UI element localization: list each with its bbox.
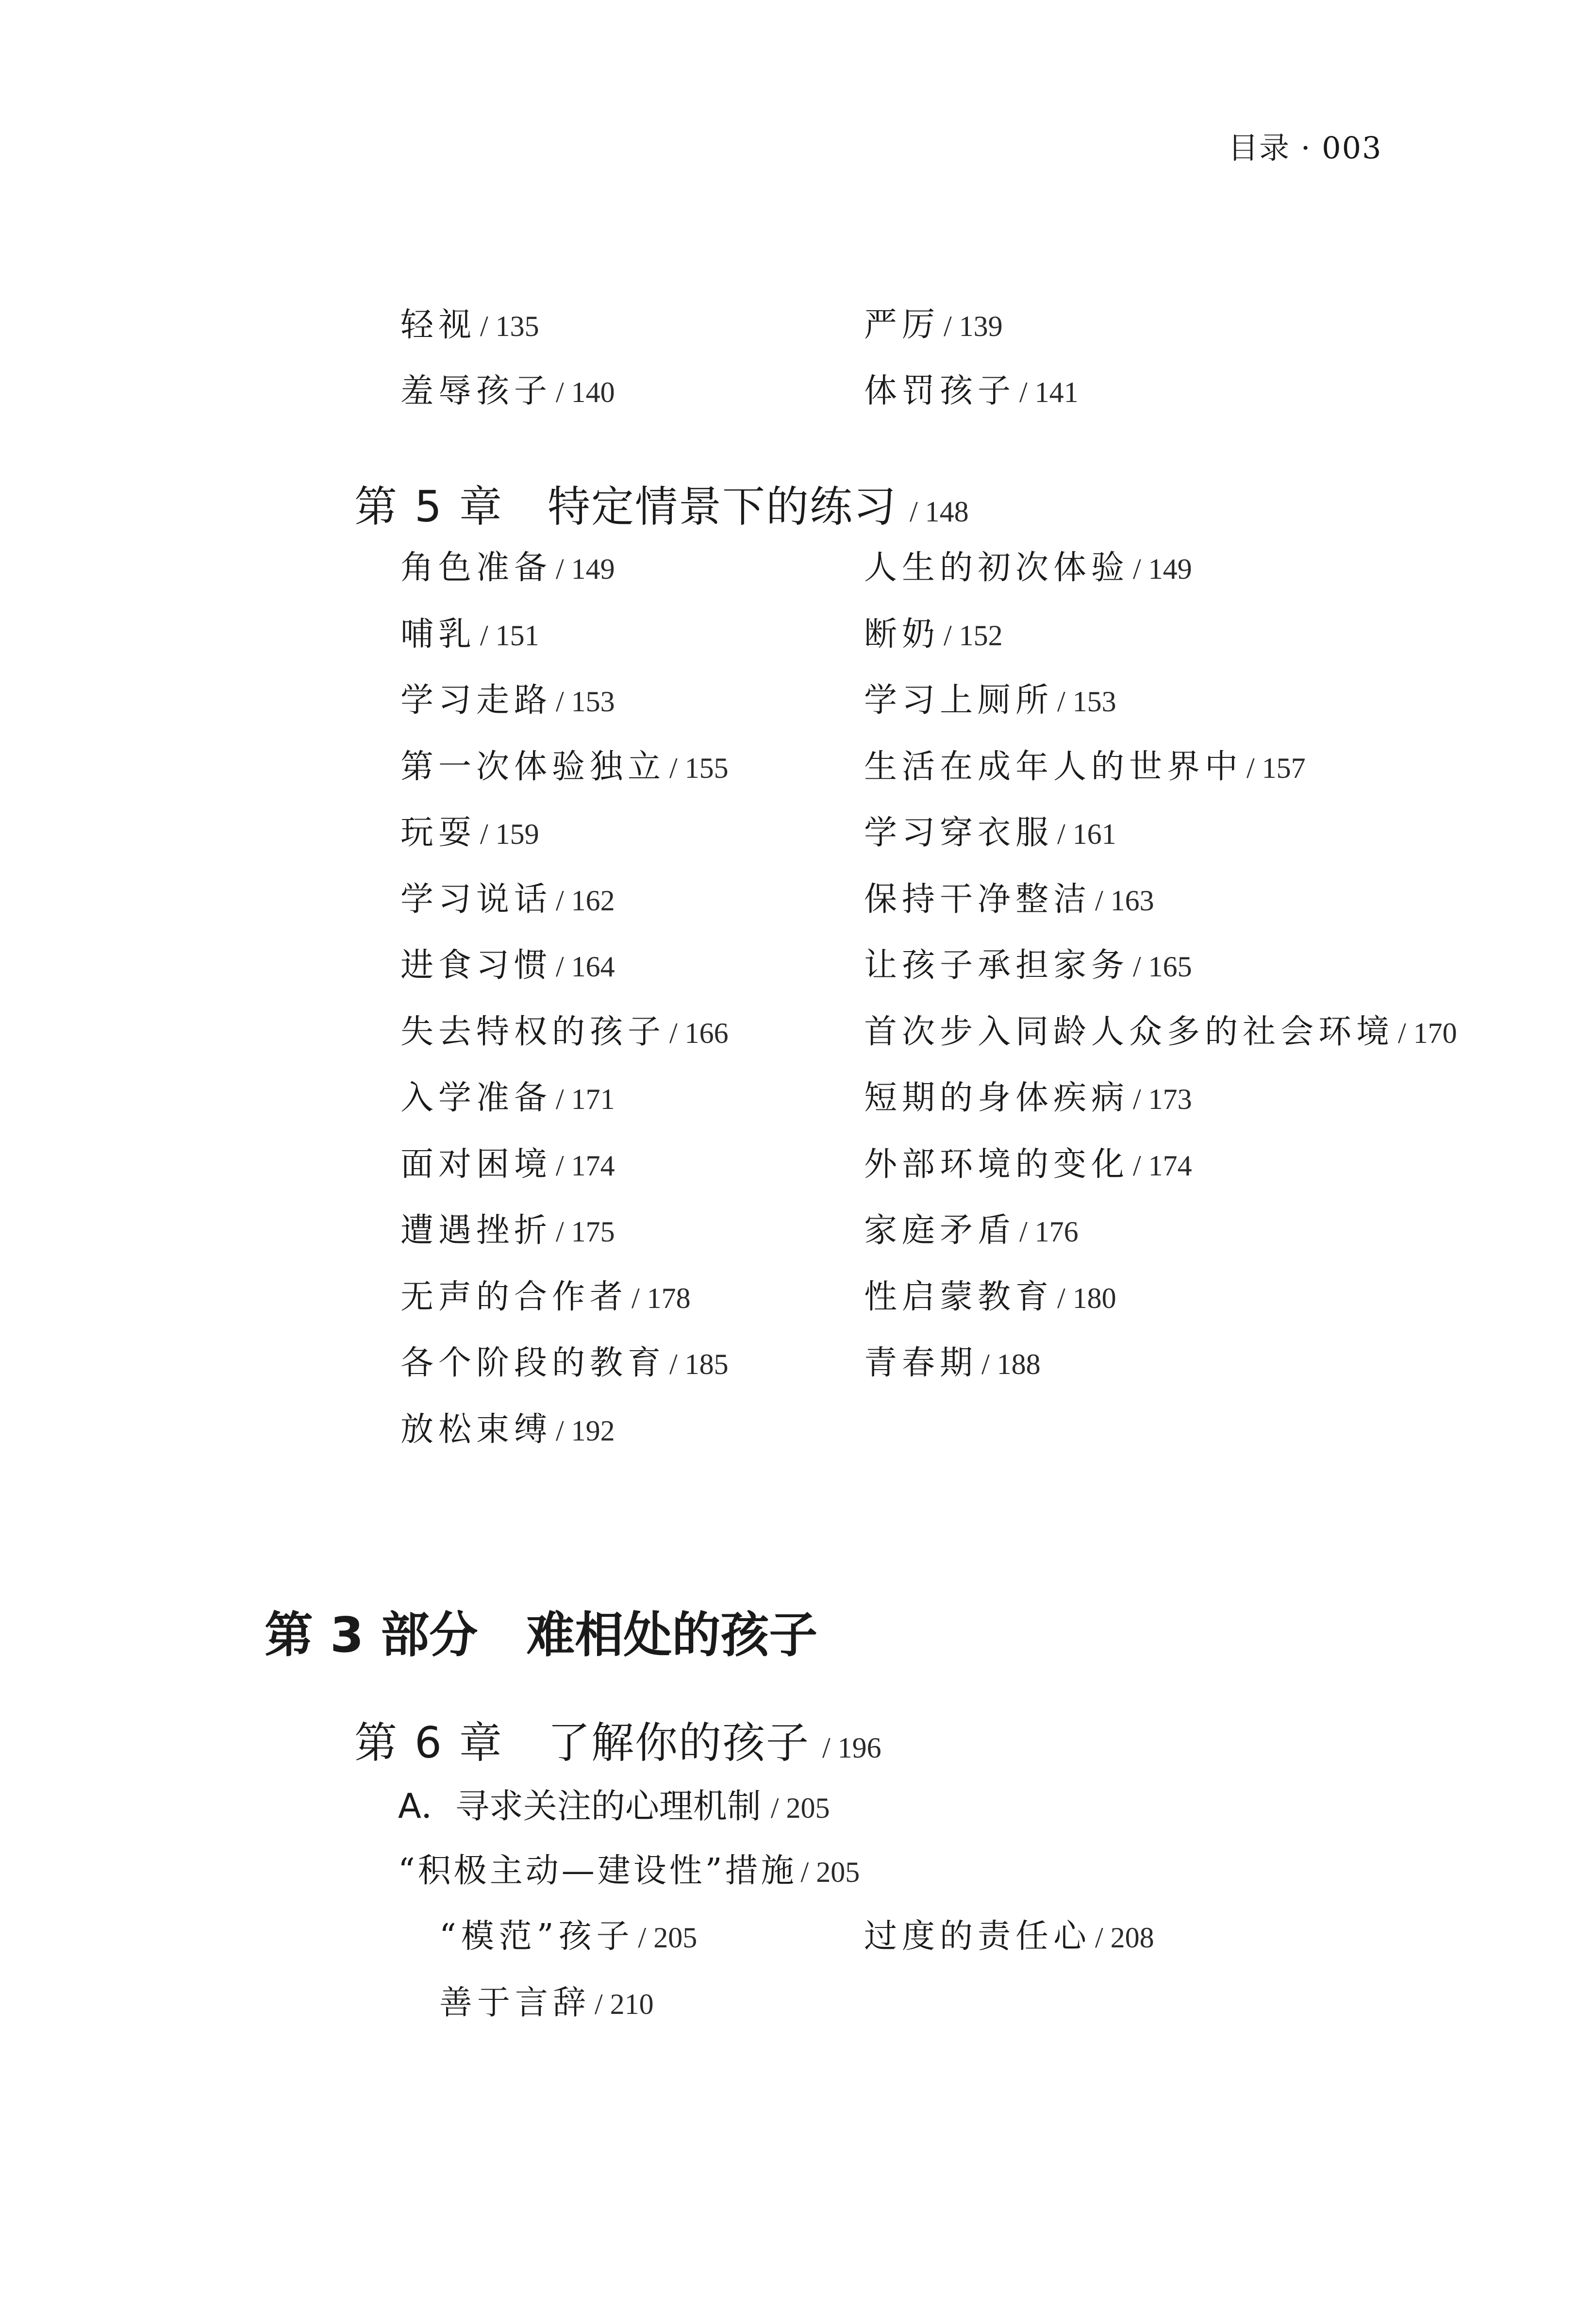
entry-page: / 174 bbox=[556, 1150, 615, 1182]
entry-title: 让孩子承担家务 bbox=[864, 946, 1130, 985]
toc-entry[interactable] bbox=[864, 615, 1003, 653]
entry-title: 遭遇挫折 bbox=[400, 1211, 552, 1250]
part-title: 难相处的孩子 bbox=[526, 1607, 818, 1663]
entry-title: 入学准备 bbox=[400, 1079, 552, 1117]
entry-title: 首次步入同龄人众多的社会环境 bbox=[864, 1013, 1395, 1051]
entry-page: / 178 bbox=[632, 1282, 691, 1314]
entry-page: / 173 bbox=[1133, 1083, 1192, 1115]
entry-page: / 140 bbox=[556, 376, 615, 408]
part-3-heading[interactable] bbox=[265, 1607, 818, 1663]
toc-entry[interactable] bbox=[400, 814, 539, 852]
entry-page: / 170 bbox=[1398, 1017, 1457, 1049]
entry-title: 无声的合作者 bbox=[400, 1278, 628, 1316]
toc-entry[interactable] bbox=[864, 681, 1116, 720]
toc-entry[interactable] bbox=[400, 1344, 729, 1382]
entry-page: / 185 bbox=[669, 1348, 729, 1380]
entry-page: / 153 bbox=[1057, 686, 1116, 718]
chapter-number: 第 5 章 bbox=[354, 482, 504, 532]
entry-page: / 188 bbox=[981, 1348, 1041, 1380]
entry-page: / 164 bbox=[556, 951, 615, 983]
toc-entry[interactable] bbox=[400, 372, 615, 410]
toc-entry[interactable] bbox=[864, 1917, 1154, 1956]
entry-title: 体罚孩子 bbox=[864, 372, 1016, 410]
toc-entry[interactable] bbox=[864, 880, 1154, 919]
toc-entry[interactable] bbox=[400, 946, 615, 985]
chapter-title: 了解你的孩子 bbox=[547, 1718, 810, 1768]
entry-page: / 166 bbox=[669, 1017, 729, 1049]
entry-title: 善于言辞 bbox=[439, 1984, 591, 2022]
entry-title: 玩耍 bbox=[400, 814, 477, 852]
toc-entry[interactable] bbox=[439, 1917, 698, 1956]
subsection-page: / 205 bbox=[800, 1856, 860, 1888]
toc-entry[interactable] bbox=[400, 880, 615, 919]
entry-title: 青春期 bbox=[864, 1344, 978, 1382]
toc-entry[interactable] bbox=[864, 372, 1079, 410]
entry-page: / 180 bbox=[1057, 1282, 1116, 1314]
toc-entry[interactable] bbox=[864, 814, 1116, 852]
chapter-page: / 148 bbox=[909, 496, 969, 528]
entry-page: / 153 bbox=[556, 686, 615, 718]
entry-title: 学习走路 bbox=[400, 681, 552, 720]
entry-title: 家庭矛盾 bbox=[864, 1211, 1016, 1250]
entry-title: 生活在成年人的世界中 bbox=[864, 748, 1243, 786]
entry-page: / 139 bbox=[944, 310, 1003, 342]
entry-page: / 149 bbox=[556, 553, 615, 585]
toc-entry[interactable] bbox=[400, 1145, 615, 1184]
entry-title: 失去特权的孩子 bbox=[400, 1013, 666, 1051]
chapter-page: / 196 bbox=[822, 1732, 881, 1764]
entry-page: / 171 bbox=[556, 1083, 615, 1115]
entry-title: 学习上厕所 bbox=[864, 681, 1054, 720]
toc-section[interactable] bbox=[398, 1786, 830, 1826]
entry-page: / 175 bbox=[556, 1216, 615, 1248]
entry-page: / 155 bbox=[669, 752, 729, 784]
part-number: 第 3 部分 bbox=[265, 1607, 478, 1663]
entry-title: “模范”孩子 bbox=[439, 1917, 634, 1956]
entry-title: 面对困境 bbox=[400, 1145, 552, 1184]
toc-entry[interactable] bbox=[864, 946, 1192, 985]
toc-entry[interactable] bbox=[400, 1410, 615, 1449]
toc-entry[interactable] bbox=[400, 549, 615, 587]
section-title: A．寻求关注的心理机制 bbox=[398, 1786, 761, 1826]
entry-page: / 165 bbox=[1133, 951, 1192, 983]
chapter-5-heading[interactable] bbox=[354, 482, 969, 532]
entry-title: 学习穿衣服 bbox=[864, 814, 1054, 852]
chapter-title: 特定情景下的练习 bbox=[547, 482, 897, 532]
entry-title: 过度的责任心 bbox=[864, 1917, 1092, 1956]
toc-entry[interactable] bbox=[400, 1079, 615, 1117]
toc-entry[interactable] bbox=[864, 1079, 1192, 1117]
entry-page: / 192 bbox=[556, 1415, 615, 1447]
toc-entry[interactable] bbox=[400, 1211, 615, 1250]
subsection-title: “积极主动—建设性”措施 bbox=[398, 1852, 797, 1890]
toc-entry[interactable] bbox=[400, 681, 615, 720]
toc-entry[interactable] bbox=[439, 1984, 654, 2022]
entry-title: 短期的身体疾病 bbox=[864, 1079, 1130, 1117]
entry-title: 轻视 bbox=[400, 306, 477, 344]
toc-entry[interactable] bbox=[864, 1344, 1041, 1382]
toc-entry[interactable] bbox=[864, 549, 1192, 587]
entry-page: / 149 bbox=[1133, 553, 1192, 585]
entry-page: / 151 bbox=[480, 620, 539, 652]
entry-title: 进食习惯 bbox=[400, 946, 552, 985]
entry-page: / 162 bbox=[556, 885, 615, 917]
toc-entry[interactable] bbox=[400, 1013, 729, 1051]
entry-title: 断奶 bbox=[864, 615, 940, 653]
entry-page: / 161 bbox=[1057, 818, 1116, 850]
toc-entry[interactable] bbox=[400, 615, 539, 653]
toc-subsection[interactable] bbox=[398, 1852, 860, 1890]
entry-title: 角色准备 bbox=[400, 549, 552, 587]
entry-page: / 205 bbox=[638, 1922, 698, 1954]
entry-title: 保持干净整洁 bbox=[864, 880, 1092, 919]
section-page: / 205 bbox=[770, 1792, 830, 1824]
entry-page: / 135 bbox=[480, 310, 539, 342]
entry-page: / 163 bbox=[1095, 885, 1154, 917]
entry-title: 外部环境的变化 bbox=[864, 1145, 1130, 1184]
toc-entry[interactable] bbox=[864, 1013, 1457, 1051]
running-header: 目录 · 003 bbox=[1228, 130, 1382, 166]
entry-page: / 157 bbox=[1247, 752, 1306, 784]
entry-title: 放松束缚 bbox=[400, 1410, 552, 1449]
toc-entry[interactable] bbox=[400, 748, 729, 786]
toc-entry[interactable] bbox=[864, 1211, 1079, 1250]
toc-entry[interactable] bbox=[864, 306, 1003, 344]
entry-title: 学习说话 bbox=[400, 880, 552, 919]
entry-title: 各个阶段的教育 bbox=[400, 1344, 666, 1382]
chapter-6-heading[interactable] bbox=[354, 1718, 881, 1768]
entry-page: / 159 bbox=[480, 818, 539, 850]
entry-page: / 208 bbox=[1095, 1922, 1154, 1954]
entry-page: / 174 bbox=[1133, 1150, 1192, 1182]
toc-entry[interactable] bbox=[864, 748, 1306, 786]
entry-page: / 152 bbox=[944, 620, 1003, 652]
entry-page: / 141 bbox=[1019, 376, 1079, 408]
entry-page: / 176 bbox=[1019, 1216, 1079, 1248]
chapter-number: 第 6 章 bbox=[354, 1718, 504, 1768]
entry-page: / 210 bbox=[595, 1988, 654, 2020]
entry-title: 哺乳 bbox=[400, 615, 477, 653]
toc-entry[interactable] bbox=[400, 1278, 691, 1316]
entry-title: 严厉 bbox=[864, 306, 940, 344]
entry-title: 性启蒙教育 bbox=[864, 1278, 1054, 1316]
entry-title: 羞辱孩子 bbox=[400, 372, 552, 410]
entry-title: 第一次体验独立 bbox=[400, 748, 666, 786]
toc-entry[interactable] bbox=[864, 1145, 1192, 1184]
toc-entry[interactable] bbox=[864, 1278, 1116, 1316]
toc-entry[interactable] bbox=[400, 306, 539, 344]
entry-title: 人生的初次体验 bbox=[864, 549, 1130, 587]
